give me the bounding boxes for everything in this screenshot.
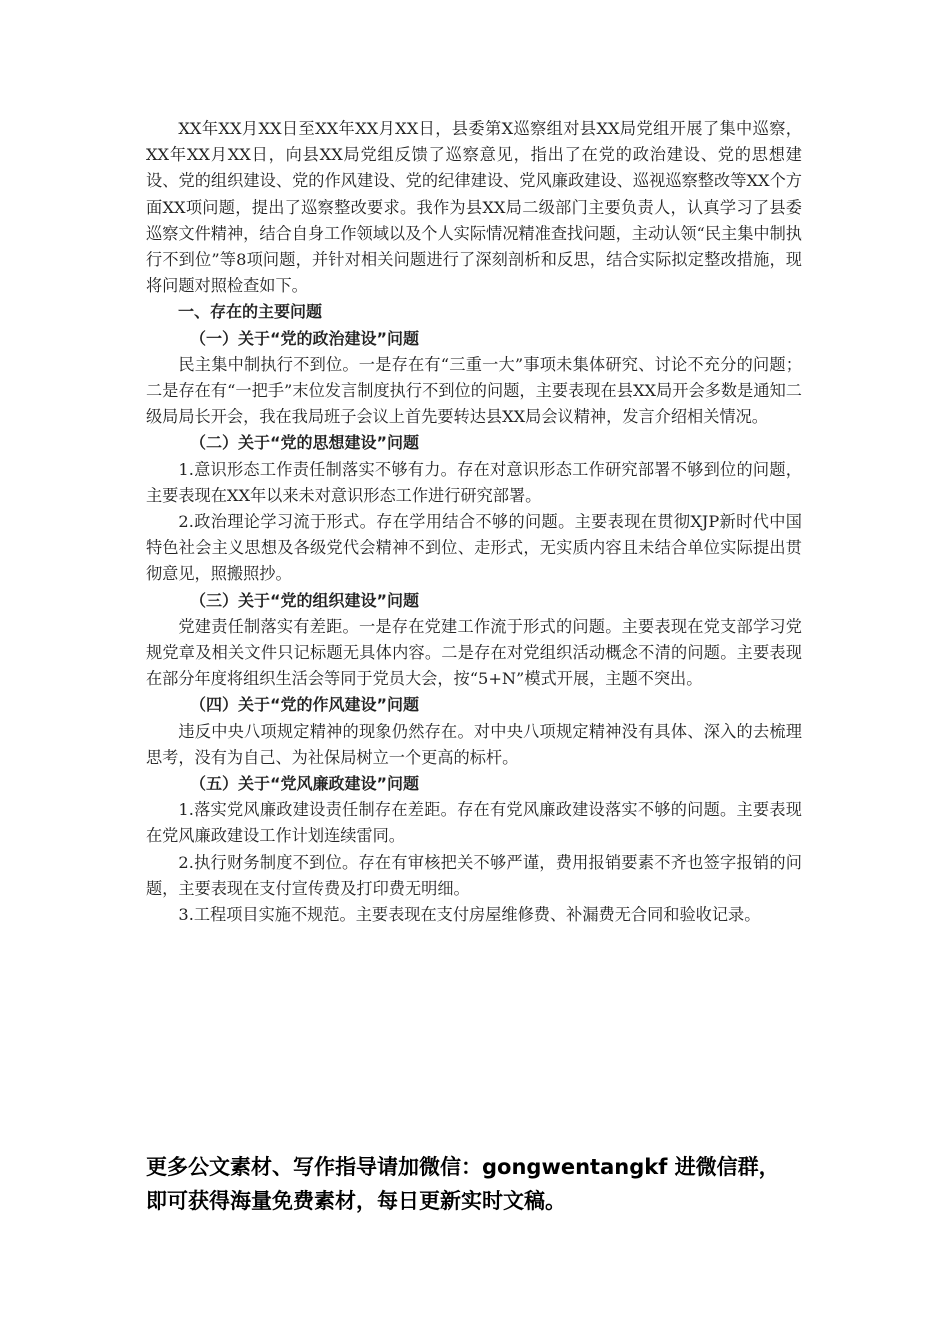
paragraph-ideological-2: 2.政治理论学习流于形式。存在学用结合不够的问题。主要表现在贯彻XJP新时代中国特色社会主义思想及各级党代会精神不到位、走形式，无实质内容且未结合单位实际提出贯彻意见，照搬照抄。 — [146, 512, 802, 584]
section-heading-main-problems: 一、存在的主要问题 — [178, 302, 323, 322]
document-body — [146, 116, 802, 928]
paragraph-clean-governance-1: 1.落实党风廉政建设责任制存在差距。存在有党风廉政建设落实不够的问题。主要表现在党风廉政建设工作计划连续雷同。 — [146, 800, 802, 846]
paragraph-organizational-1: 党建责任制落实有差距。一是存在党建工作流于形式的问题。主要表现在党支部学习党规党章及相关文件只记标题无具体内容。二是存在对党组织活动概念不清的问题。主要表现在部分年度将组织生活会等同于党员大会，按“5+N”模式开展，主题不突出。 — [146, 616, 802, 689]
paragraph-political-1: 民主集中制执行不到位。一是存在有“三重一大”事项未集体研究、讨论不充分的问题；二是存在有“一把手”末位发言制度执行不到位的问题，主要表现在县XX局开会多数是通知二级局局长开会，我在我局班子会议上首先要转达县XX局会议精神，发言介绍相关情况。 — [146, 354, 802, 427]
subheading-political-construction: （一）关于“党的政治建设”问题 — [190, 328, 420, 348]
subheading-clean-governance: （五）关于“党风廉政建设”问题 — [190, 774, 420, 794]
promo-line-2: 即可获得海量免费素材，每日更新实时文稿。 — [146, 1189, 566, 1213]
paragraph-clean-governance-2: 2.执行财务制度不到位。存在有审核把关不够严谨，费用报销要素不齐也签字报销的问题，主要表现在支付宣传费及打印费无明细。 — [146, 852, 802, 898]
subheading-ideological-construction: （二）关于“党的思想建设”问题 — [190, 433, 420, 453]
promo-footer — [146, 1150, 846, 1218]
subheading-work-style-construction: （四）关于“党的作风建设”问题 — [190, 695, 420, 715]
intro-paragraph: XX年XX月XX日至XX年XX月XX日，县委第X巡察组对县XX局党组开展了集中巡察，XX年XX月XX日，向县XX局党组反馈了巡察意见，指出了在党的政治建设、党的思想建设、党的组织建设、党的作风建设、党的纪律建设、党风廉政建设、巡视巡察整改等XX个方面XX项问题，提出了巡察整改要求。我作为县XX局二级部门主要负责人，认真学习了县委巡察文件精神，结合自身工作领域以及个人实际情况精准查找问题，主动认领“民主集中制执行不到位”等8项问题，并针对相关问题进行了深刻剖析和反思，结合实际拟定整改措施，现将问题对照检查如下。 — [146, 119, 802, 296]
paragraph-work-style-1: 违反中央八项规定精神的现象仍然存在。对中央八项规定精神没有具体、深入的去梳理思考，没有为自己、为社保局树立一个更高的标杆。 — [146, 721, 802, 767]
paragraph-ideological-1: 1.意识形态工作责任制落实不够有力。存在对意识形态工作研究部署不够到位的问题，主要表现在XX年以来未对意识形态工作进行研究部署。 — [146, 459, 802, 505]
promo-line-1: 更多公文素材、写作指导请加微信：gongwentangkf 进微信群， — [146, 1155, 780, 1179]
subheading-organizational-construction: （三）关于“党的组织建设”问题 — [190, 590, 420, 610]
paragraph-clean-governance-3: 3.工程项目实施不规范。主要表现在支付房屋维修费、补漏费无合同和验收记录。 — [178, 905, 761, 925]
